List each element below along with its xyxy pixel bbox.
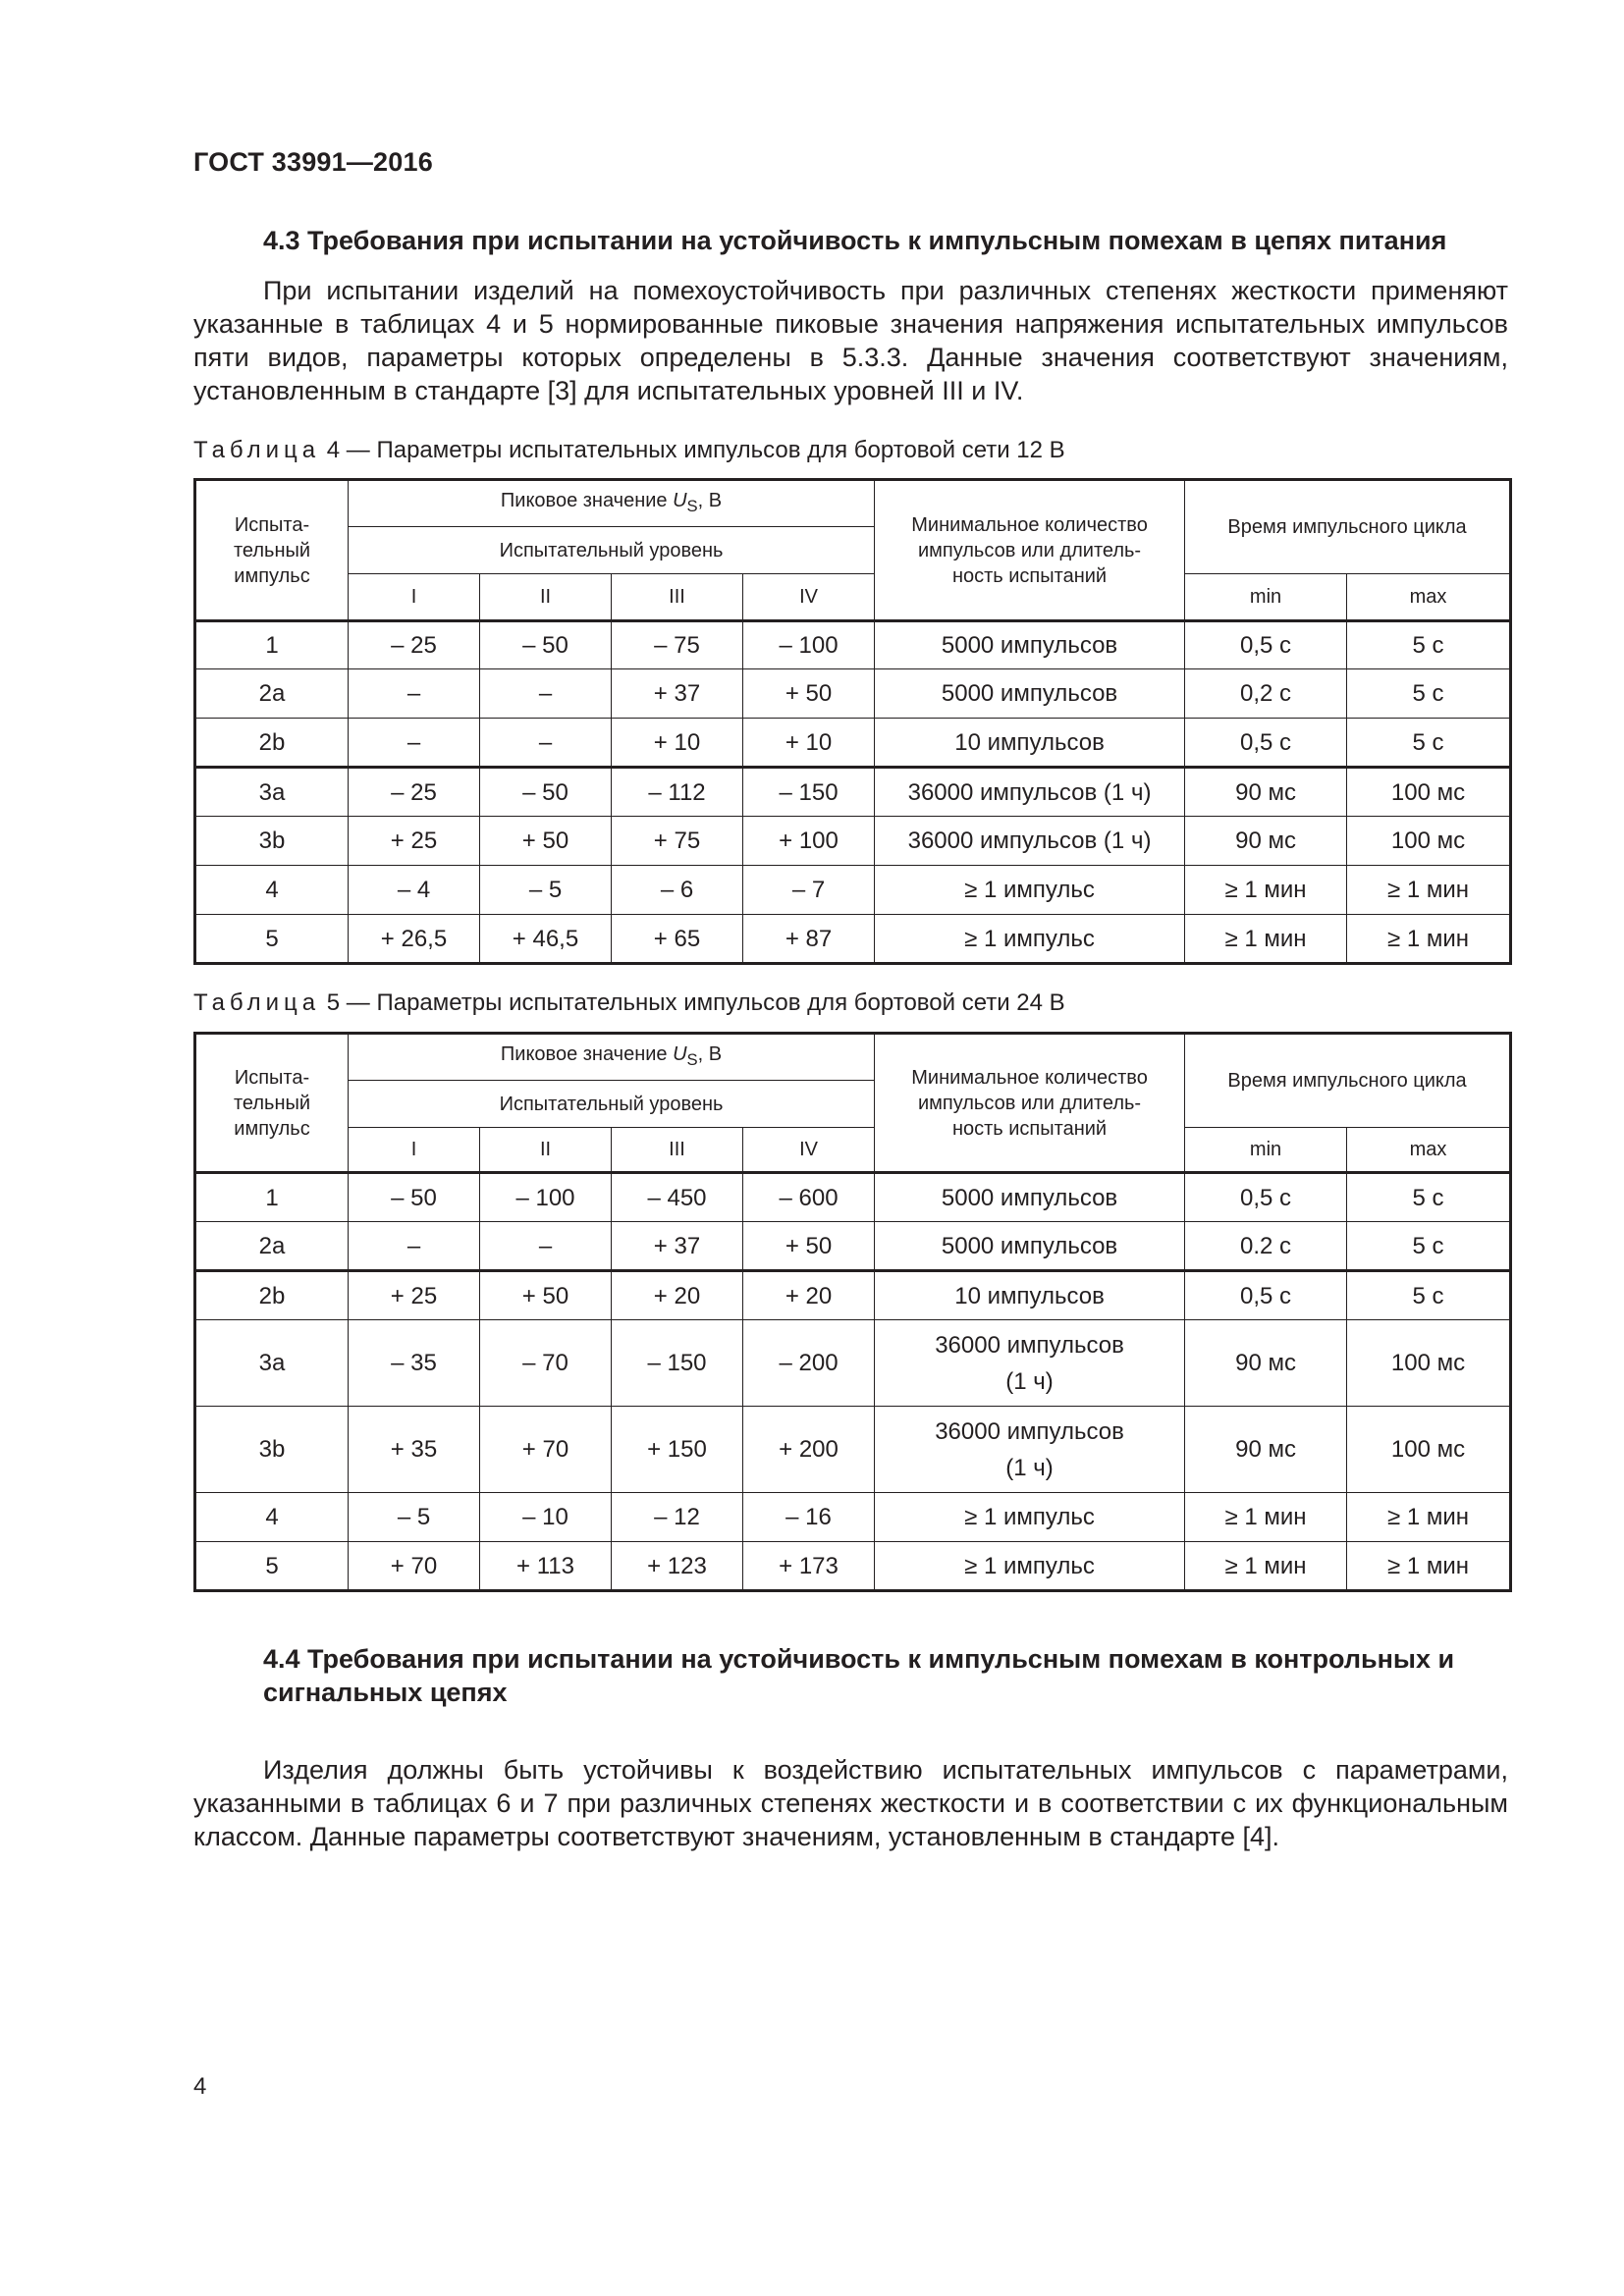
table-cell: 5000 импульсов xyxy=(875,669,1185,719)
page-number: 4 xyxy=(193,2073,207,2100)
table-cell: + 113 xyxy=(480,1542,612,1591)
table5-header-peak-text: Пиковое значение xyxy=(500,1043,674,1065)
section-4-4-paragraph xyxy=(193,1753,1508,1853)
table-cell: + 50 xyxy=(743,669,875,719)
table-cell: – 25 xyxy=(349,768,480,817)
table-row xyxy=(195,1271,1511,1320)
table-cell: 5000 импульсов xyxy=(875,1173,1185,1222)
table-cell: + 123 xyxy=(612,1542,743,1591)
table4-level-2: II xyxy=(480,574,612,621)
table-cell: ≥ 1 мин xyxy=(1185,915,1347,964)
table-cell: + 20 xyxy=(743,1271,875,1320)
table-cell: 5 xyxy=(195,1542,349,1591)
table-cell: – 35 xyxy=(349,1320,480,1407)
table-cell: + 10 xyxy=(743,719,875,768)
table-cell: – xyxy=(480,669,612,719)
table-cell: – 600 xyxy=(743,1173,875,1222)
table-cell: ≥ 1 импульс xyxy=(875,1542,1185,1591)
table-cell: – 150 xyxy=(743,768,875,817)
table4-header-min: min xyxy=(1185,574,1347,621)
table-cell: 0.2 с xyxy=(1185,1222,1347,1271)
table-cell: – 12 xyxy=(612,1493,743,1542)
table-cell: ≥ 1 мин xyxy=(1347,1493,1511,1542)
table-row xyxy=(195,1542,1511,1591)
table-cell: – 112 xyxy=(612,768,743,817)
table-cell: ≥ 1 мин xyxy=(1185,1542,1347,1591)
table-cell: 3b xyxy=(195,817,349,866)
table-cell: – 100 xyxy=(743,621,875,669)
table-cell: + 173 xyxy=(743,1542,875,1591)
table4-header-min-count: Минимальное количество импульсов или длитель- ность испытаний xyxy=(875,480,1185,621)
table4-caption xyxy=(193,437,1065,464)
table5-header-peak xyxy=(349,1034,875,1081)
table-cell: – 75 xyxy=(612,621,743,669)
table5-caption-rest: 5 — Параметры испытательных импульсов для бортовой сети 24 В xyxy=(326,989,1065,1016)
table-cell: – xyxy=(349,669,480,719)
table-cell: 5 с xyxy=(1347,1271,1511,1320)
table-cell: – 50 xyxy=(480,768,612,817)
table-cell: 1 xyxy=(195,1173,349,1222)
table-cell: + 20 xyxy=(612,1271,743,1320)
table-cell: + 70 xyxy=(480,1407,612,1493)
table4-caption-word: Таблица xyxy=(193,437,321,463)
table-cell: 0,5 с xyxy=(1185,1271,1347,1320)
table-row xyxy=(195,1320,1511,1407)
table-cell: 0,5 с xyxy=(1185,719,1347,768)
table-cell: 36000 импульсов (1 ч) xyxy=(875,817,1185,866)
table4-header-cycle: Время импульсного цикла xyxy=(1185,480,1511,574)
table-cell: + 25 xyxy=(349,1271,480,1320)
table5-level-4: IV xyxy=(743,1128,875,1173)
table-cell: 2a xyxy=(195,669,349,719)
table-cell: 5 с xyxy=(1347,719,1511,768)
table-cell: – 50 xyxy=(480,621,612,669)
table5-level-1: I xyxy=(349,1128,480,1173)
table-cell: 0,2 с xyxy=(1185,669,1347,719)
table-cell: + 37 xyxy=(612,1222,743,1271)
table-cell: 90 мс xyxy=(1185,817,1347,866)
table-cell: 5 с xyxy=(1347,669,1511,719)
table-cell: 3a xyxy=(195,768,349,817)
table4-header-pulse: Испыта- тельный импульс xyxy=(195,480,349,621)
table5-header-peak-var: U xyxy=(673,1043,687,1065)
table5-level-2: II xyxy=(480,1128,612,1173)
table-cell: + 50 xyxy=(743,1222,875,1271)
table5-header-min-count: Минимальное количество импульсов или длитель- ность испытаний xyxy=(875,1034,1185,1173)
table-cell: – 450 xyxy=(612,1173,743,1222)
table-cell: + 70 xyxy=(349,1542,480,1591)
table-cell: 4 xyxy=(195,866,349,915)
table-cell: + 87 xyxy=(743,915,875,964)
table-cell: – 200 xyxy=(743,1320,875,1407)
table-cell: – 7 xyxy=(743,866,875,915)
table-cell: + 46,5 xyxy=(480,915,612,964)
table-cell: ≥ 1 импульс xyxy=(875,1493,1185,1542)
table-cell: – 10 xyxy=(480,1493,612,1542)
table-cell: + 65 xyxy=(612,915,743,964)
table4-header-level: Испытательный уровень xyxy=(349,527,875,574)
table-cell: 10 импульсов xyxy=(875,1271,1185,1320)
table-cell: 90 мс xyxy=(1185,768,1347,817)
table-4 xyxy=(193,478,1512,965)
table-cell: – 4 xyxy=(349,866,480,915)
section-4-3-paragraph xyxy=(193,274,1508,407)
table-cell: – 16 xyxy=(743,1493,875,1542)
table-row xyxy=(195,915,1511,964)
table-row xyxy=(195,719,1511,768)
table5-header-cycle: Время импульсного цикла xyxy=(1185,1034,1511,1128)
table-cell: + 75 xyxy=(612,817,743,866)
table4-header-peak xyxy=(349,480,875,527)
table-cell: 1 xyxy=(195,621,349,669)
table-cell: 5 с xyxy=(1347,621,1511,669)
table-cell: 2b xyxy=(195,1271,349,1320)
table-row xyxy=(195,621,1511,669)
table4-caption-rest: 4 — Параметры испытательных импульсов для бортовой сети 12 В xyxy=(326,437,1065,463)
table-cell: 4 xyxy=(195,1493,349,1542)
table4-level-3: III xyxy=(612,574,743,621)
table-row xyxy=(195,669,1511,719)
table-row xyxy=(195,1493,1511,1542)
table-cell: – 150 xyxy=(612,1320,743,1407)
table-cell: – 25 xyxy=(349,621,480,669)
table-cell: – 6 xyxy=(612,866,743,915)
table-cell: 3b xyxy=(195,1407,349,1493)
section-4-3-title: 4.3 Требования при испытании на устойчивость к импульсным помехам в цепях питания xyxy=(263,226,1447,255)
table-cell: – xyxy=(480,719,612,768)
table-cell: + 10 xyxy=(612,719,743,768)
standard-header: ГОСТ 33991—2016 xyxy=(193,147,433,177)
table-cell: 100 мс xyxy=(1347,1407,1511,1493)
table4-body xyxy=(195,621,1511,964)
table-cell: – xyxy=(480,1222,612,1271)
table5-body xyxy=(195,1173,1511,1591)
table-cell: + 200 xyxy=(743,1407,875,1493)
table-cell: + 50 xyxy=(480,1271,612,1320)
table-cell: – xyxy=(349,719,480,768)
table-cell: 36000 импульсов (1 ч) xyxy=(875,1407,1185,1493)
table5-header-level: Испытательный уровень xyxy=(349,1081,875,1128)
table-cell: + 50 xyxy=(480,817,612,866)
table-cell: + 37 xyxy=(612,669,743,719)
table-row xyxy=(195,1173,1511,1222)
table-cell: 3a xyxy=(195,1320,349,1407)
table-cell: + 100 xyxy=(743,817,875,866)
table4-header-peak-text: Пиковое значение xyxy=(500,490,674,511)
table-cell: ≥ 1 мин xyxy=(1347,866,1511,915)
table5-header-peak-unit: , В xyxy=(697,1043,723,1065)
table5-caption-word: Таблица xyxy=(193,989,321,1016)
table5-header-pulse: Испыта- тельный импульс xyxy=(195,1034,349,1173)
table-cell: 100 мс xyxy=(1347,817,1511,866)
table-cell: 36000 импульсов (1 ч) xyxy=(875,768,1185,817)
table-cell: – 100 xyxy=(480,1173,612,1222)
table-cell: 100 мс xyxy=(1347,768,1511,817)
table-cell: – 70 xyxy=(480,1320,612,1407)
table-cell: + 25 xyxy=(349,817,480,866)
table-cell: – 50 xyxy=(349,1173,480,1222)
section-4-3-text: При испытании изделий на помехоустойчивость при различных степенях жесткости применяют указанные в таблицах 4 и 5 нормированные пиковые значения напряжения испытательных импульсов пяти видов, параметры которых определены в 5.3.3. Данные значения соответствуют значениям, установленным в стандарте [3] для испытательных уровней III и IV. xyxy=(193,276,1508,405)
table-cell: – xyxy=(349,1222,480,1271)
table-row xyxy=(195,1222,1511,1271)
table5-header-peak-sub: S xyxy=(686,1050,698,1069)
table-cell: 90 мс xyxy=(1185,1320,1347,1407)
table5-caption xyxy=(193,989,1065,1017)
table-cell: ≥ 1 мин xyxy=(1347,915,1511,964)
table-5 xyxy=(193,1032,1512,1592)
table-cell: ≥ 1 мин xyxy=(1185,866,1347,915)
table5-header-max: max xyxy=(1347,1128,1511,1173)
table-cell: 5000 импульсов xyxy=(875,1222,1185,1271)
table-cell: ≥ 1 мин xyxy=(1185,1493,1347,1542)
table-cell: 5 с xyxy=(1347,1173,1511,1222)
section-4-4-text: Изделия должны быть устойчивы к воздействию испытательных импульсов с параметрами, указанными в таблицах 6 и 7 при различных степенях жесткости и в соответствии с их функциональным классом. Данные параметры соответствуют значениям, установленным в стандарте [4]. xyxy=(193,1755,1508,1851)
table-cell: 5 xyxy=(195,915,349,964)
table-cell: 2b xyxy=(195,719,349,768)
table4-header-peak-var: U xyxy=(673,490,687,511)
table-row xyxy=(195,866,1511,915)
table-cell: 10 импульсов xyxy=(875,719,1185,768)
table-cell: 36000 импульсов (1 ч) xyxy=(875,1320,1185,1407)
table-cell: + 150 xyxy=(612,1407,743,1493)
table-cell: 90 мс xyxy=(1185,1407,1347,1493)
table-cell: ≥ 1 мин xyxy=(1347,1542,1511,1591)
table-cell: 0,5 с xyxy=(1185,1173,1347,1222)
table-cell: 5000 импульсов xyxy=(875,621,1185,669)
table4-level-4: IV xyxy=(743,574,875,621)
table-cell: + 35 xyxy=(349,1407,480,1493)
table5-header-min: min xyxy=(1185,1128,1347,1173)
table-cell: 0,5 с xyxy=(1185,621,1347,669)
table-cell: 5 с xyxy=(1347,1222,1511,1271)
table-cell: – 5 xyxy=(349,1493,480,1542)
table-row xyxy=(195,817,1511,866)
table-row xyxy=(195,768,1511,817)
table-cell: 100 мс xyxy=(1347,1320,1511,1407)
table-cell: + 26,5 xyxy=(349,915,480,964)
table4-header-max: max xyxy=(1347,574,1511,621)
table4-header-peak-sub: S xyxy=(686,497,698,515)
table5-level-3: III xyxy=(612,1128,743,1173)
table-cell: ≥ 1 импульс xyxy=(875,915,1185,964)
table4-header-peak-unit: , В xyxy=(697,490,723,511)
section-4-4-title: 4.4 Требования при испытании на устойчивость к импульсным помехам в контрольных и сигнальных цепях xyxy=(263,1644,1455,1707)
table-row xyxy=(195,1407,1511,1493)
table-cell: – 5 xyxy=(480,866,612,915)
table-cell: ≥ 1 импульс xyxy=(875,866,1185,915)
table-cell: 2a xyxy=(195,1222,349,1271)
table4-level-1: I xyxy=(349,574,480,621)
